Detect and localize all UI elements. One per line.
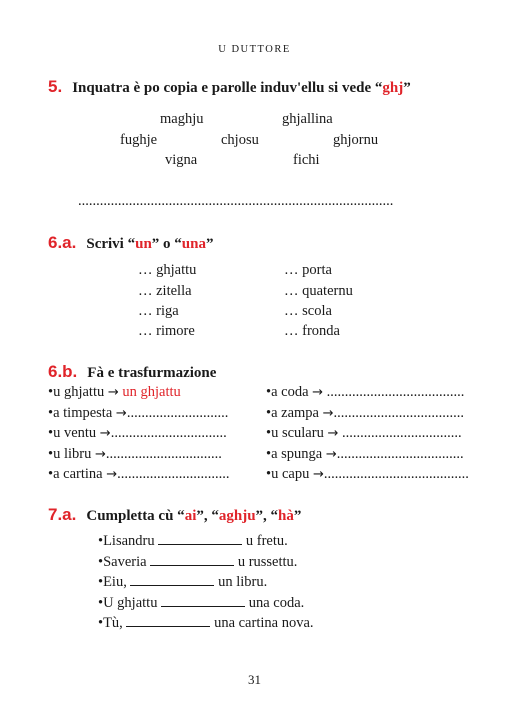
exercise-number: 7.a. — [48, 505, 77, 524]
answer-dots: ............................... — [117, 466, 230, 482]
transform-row: •u ghjattu → un ghjattu — [48, 384, 181, 400]
example-answer: un ghjattu — [122, 384, 181, 400]
answer-dots: ................................ — [110, 425, 227, 441]
arrow-icon: → — [312, 385, 324, 400]
fill-blank[interactable] — [161, 594, 245, 607]
exercise-5-heading — [48, 77, 411, 97]
arrow-icon: → — [115, 406, 127, 421]
answer-dots: ...................................... — [326, 384, 465, 400]
item-right: … fronda — [284, 323, 340, 339]
fill-row: •Lisandru u fretu. — [98, 533, 288, 549]
fill-blank[interactable] — [126, 614, 210, 627]
arrow-icon: → — [322, 406, 334, 421]
item-left: … riga — [138, 303, 179, 319]
highlight-aghju: aghju — [218, 508, 256, 524]
highlight-un: un — [135, 236, 152, 252]
transform-row[interactable]: •u ventu →................................ — [48, 425, 227, 441]
item-right: … scola — [284, 303, 332, 319]
exercise-number: 6.a. — [48, 233, 77, 252]
fill-blank[interactable] — [158, 532, 242, 545]
answer-line[interactable]: ....................................................................................... — [78, 193, 394, 209]
page-number: 31 — [248, 672, 261, 687]
answer-dots: ................................... — [336, 446, 464, 462]
word-vigna: vigna — [165, 152, 198, 168]
word-maghju: maghju — [160, 111, 204, 127]
highlight-ghj: ghj — [382, 80, 404, 96]
word-chjosu: chjosu — [221, 132, 259, 148]
word-fichi: fichi — [293, 152, 320, 168]
answer-dots: .................................... — [333, 405, 465, 421]
highlight-ai: ai — [184, 508, 197, 524]
transform-row[interactable]: •u scularu → ................................. — [266, 425, 462, 441]
word-ghjallina: ghjallina — [282, 111, 333, 127]
transform-row[interactable]: •a spunga →................................... — [266, 446, 464, 462]
exercise-7a-heading — [48, 505, 301, 525]
arrow-icon: → — [107, 385, 119, 400]
transform-row[interactable]: •u libru →................................ — [48, 446, 222, 462]
exercise-title: Inquatra è po copia e parolle induv'ellu si vede “ghj” — [72, 80, 411, 96]
exercise-title: Cumpletta cù “ai”, “aghju”, “hà” — [86, 508, 302, 524]
item-left: … zitella — [138, 283, 192, 299]
arrow-icon: → — [106, 467, 118, 482]
fill-row: •Saveria u russettu. — [98, 554, 298, 570]
transform-row[interactable]: •u capu →........................................ — [266, 466, 469, 482]
item-left: … ghjattu — [138, 262, 197, 278]
transform-row[interactable]: •a timpesta →............................ — [48, 405, 229, 421]
fill-row: •Eiu, un libru. — [98, 574, 268, 590]
exercise-number: 5. — [48, 77, 63, 96]
fill-row: •U ghjattu una coda. — [98, 595, 305, 611]
answer-dots: ................................ — [105, 446, 222, 462]
arrow-icon: → — [312, 467, 324, 482]
item-right: … quaternu — [284, 283, 353, 299]
answer-dots: ................................. — [341, 425, 462, 441]
transform-row[interactable]: •a cartina →............................... — [48, 466, 230, 482]
exercise-6b-heading — [48, 362, 216, 382]
arrow-icon: → — [94, 447, 106, 462]
arrow-icon: → — [99, 426, 111, 441]
exercise-title: Fà e trasfurmazione — [87, 365, 217, 381]
item-right: … porta — [284, 262, 332, 278]
highlight-ha: hà — [278, 508, 294, 524]
fill-row: •Tù, una cartina nova. — [98, 615, 314, 631]
arrow-icon: → — [325, 447, 337, 462]
highlight-una: una — [181, 236, 206, 252]
running-header: U DUTTORE — [218, 44, 291, 55]
transform-row[interactable]: •a coda → ...................................... — [266, 384, 465, 400]
exercise-number: 6.b. — [48, 362, 78, 381]
fill-blank[interactable] — [130, 573, 214, 586]
item-left: … rimore — [138, 323, 195, 339]
exercise-6a-heading — [48, 233, 213, 253]
word-ghjornu: ghjornu — [333, 132, 379, 148]
fill-blank[interactable] — [150, 553, 234, 566]
transform-row[interactable]: •a zampa →.................................... — [266, 405, 465, 421]
answer-dots: ........................................ — [323, 466, 469, 482]
arrow-icon: → — [327, 426, 339, 441]
answer-dots: ............................ — [126, 405, 229, 421]
exercise-title: Scrivi “un” o “una” — [86, 236, 214, 252]
word-fughje: fughje — [120, 132, 158, 148]
